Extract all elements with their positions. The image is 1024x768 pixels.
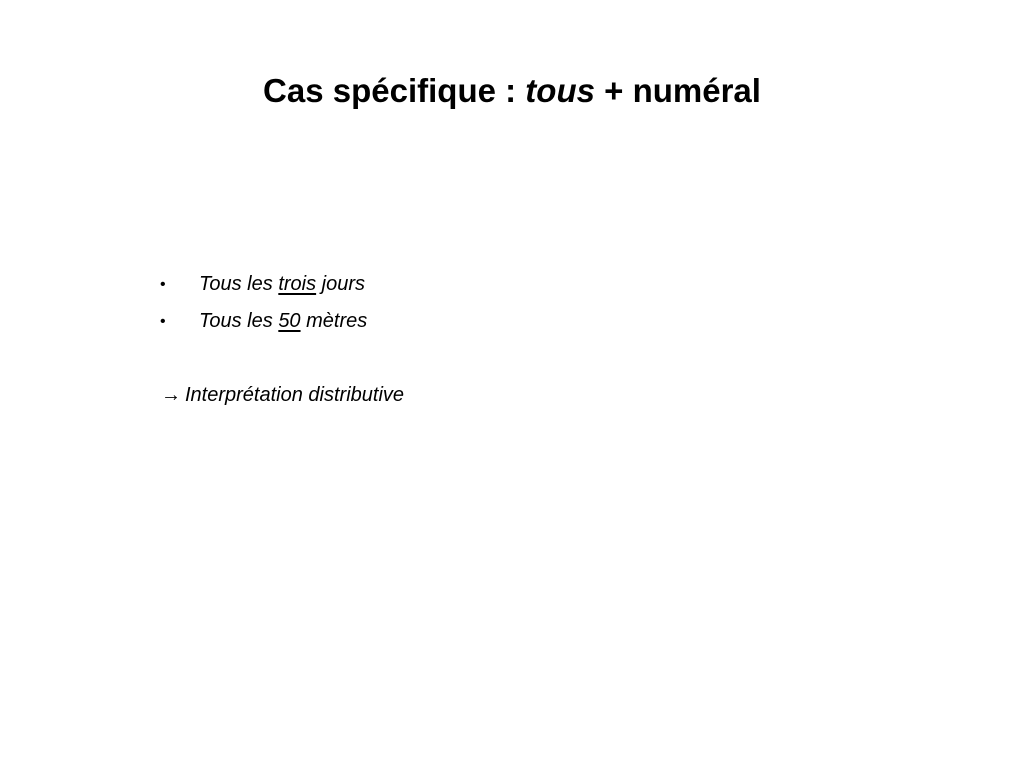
conclusion-line	[161, 377, 404, 413]
right-arrow-icon: →	[161, 384, 181, 406]
list-item	[158, 303, 367, 340]
bullet-underlined-word: 50	[278, 310, 301, 332]
bullet-list	[158, 266, 367, 340]
title-prefix: Cas spécifique :	[263, 72, 526, 109]
slide-title	[0, 66, 1024, 116]
bullet-text-after: jours	[316, 273, 366, 295]
list-item	[158, 266, 367, 303]
title-emphasis: tous	[525, 72, 595, 109]
bullet-underlined-word: trois	[278, 273, 317, 295]
bullet-icon: •	[160, 276, 166, 293]
bullet-text-before: Tous les	[199, 310, 279, 332]
bullet-icon: •	[160, 313, 166, 330]
bullet-text-before: Tous les	[199, 273, 279, 295]
bullet-text-after: mètres	[300, 310, 368, 332]
conclusion-text: Interprétation distributive	[185, 384, 405, 406]
title-suffix: + numéral	[594, 72, 761, 109]
